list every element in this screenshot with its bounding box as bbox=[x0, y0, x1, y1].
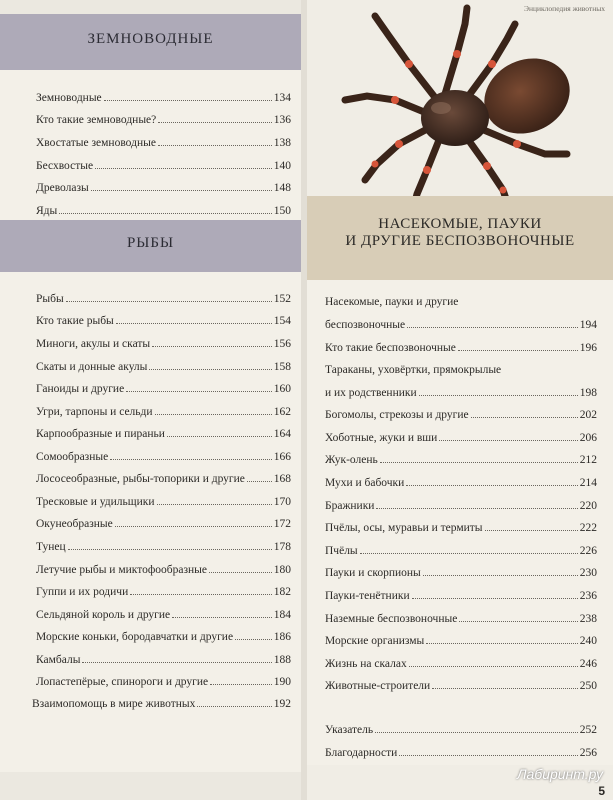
toc-entry[interactable]: Пауки-тенётники 236 bbox=[325, 590, 597, 602]
toc-entry[interactable]: Благодарности 256 bbox=[325, 747, 597, 759]
toc-entry[interactable]: Наземные беспозвоночные 238 bbox=[325, 613, 597, 625]
toc-entry[interactable]: Животные-строители 250 bbox=[325, 680, 597, 692]
toc-entry[interactable]: Бесхвостые 140 bbox=[36, 160, 291, 172]
toc-entry[interactable]: Кто такие рыбы 154 bbox=[36, 315, 291, 327]
toc-entry[interactable]: Скаты и донные акулы 158 bbox=[36, 361, 291, 373]
invertebrates-list bbox=[307, 280, 613, 765]
toc-entry[interactable]: Камбалы 188 bbox=[36, 654, 291, 666]
toc-entry[interactable]: Пауки и скорпионы 230 bbox=[325, 567, 597, 579]
toc-entry[interactable]: Жук-олень 212 bbox=[325, 454, 597, 466]
toc-entry[interactable]: Угри, тарпоны и сельди 162 bbox=[36, 406, 291, 418]
toc-entry[interactable]: и их родственники 198 bbox=[325, 387, 597, 399]
toc-entry[interactable]: Кто такие земноводные? 136 bbox=[36, 114, 291, 126]
toc-entry[interactable]: Кто такие беспозвоночные 196 bbox=[325, 342, 597, 354]
running-header: Энциклопедия животных bbox=[524, 4, 605, 13]
toc-entry-line[interactable]: Насекомые, пауки и другие bbox=[325, 296, 459, 308]
toc-entry[interactable]: Яды 150 bbox=[36, 205, 291, 217]
toc-entry[interactable]: Морские коньки, бородавчатки и другие 186 bbox=[36, 631, 291, 643]
toc-entry[interactable]: Бражники 220 bbox=[325, 500, 597, 512]
toc-entry[interactable]: Земноводные 134 bbox=[36, 92, 291, 104]
section-banner-invertebrates bbox=[307, 196, 613, 280]
toc-entry[interactable]: Летучие рыбы и миктофообразные 180 bbox=[36, 564, 291, 576]
toc-entry[interactable]: Ганоиды и другие 160 bbox=[36, 383, 291, 395]
toc-entry[interactable]: Сомообразные 166 bbox=[36, 451, 291, 463]
section-title-line1: НАСЕКОМЫЕ, ПАУКИ bbox=[378, 216, 542, 232]
toc-entry[interactable]: беспозвоночные 194 bbox=[325, 319, 597, 331]
tarantula-illustration bbox=[317, 4, 607, 224]
toc-entry[interactable]: Рыбы 152 bbox=[36, 293, 291, 305]
toc-entry[interactable]: Сельдяной король и другие 184 bbox=[36, 609, 291, 621]
toc-entry[interactable]: Указатель 252 bbox=[325, 724, 597, 736]
toc-entry[interactable]: Миноги, акулы и скаты 156 bbox=[36, 338, 291, 350]
toc-entry[interactable]: Лопастепёрые, спинороги и другие 190 bbox=[36, 676, 291, 688]
section-title-fish: РЫБЫ bbox=[126, 235, 175, 251]
section-band-fish bbox=[0, 220, 301, 272]
watermark-logo: Лабиринт.ру bbox=[516, 766, 603, 782]
toc-entry[interactable]: Тресковые и удильщики 170 bbox=[36, 496, 291, 508]
toc-entry[interactable]: Окунеобразные 172 bbox=[36, 518, 291, 530]
toc-entry[interactable]: Богомолы, стрекозы и другие 202 bbox=[325, 409, 597, 421]
toc-entry[interactable]: Жизнь на скалах 246 bbox=[325, 658, 597, 670]
toc-entry-line[interactable]: Тараканы, уховёртки, прямокрылые bbox=[325, 364, 502, 376]
toc-entry[interactable]: Лососеобразные, рыбы-топорики и другие 168 bbox=[36, 473, 291, 485]
toc-entry[interactable]: Гуппи и их родичи 182 bbox=[36, 586, 291, 598]
toc-entry[interactable]: Морские организмы 240 bbox=[325, 635, 597, 647]
right-column bbox=[307, 0, 613, 800]
toc-entry[interactable]: Тунец 178 bbox=[36, 541, 291, 553]
toc-entry[interactable]: Хвостатые земноводные 138 bbox=[36, 137, 291, 149]
section-title-amphibians: ЗЕМНОВОДНЫЕ bbox=[87, 31, 214, 47]
toc-entry[interactable]: Хоботные, жуки и вши 206 bbox=[325, 432, 597, 444]
fish-list bbox=[0, 272, 301, 772]
left-column bbox=[0, 0, 301, 800]
toc-entry[interactable]: Древолазы 148 bbox=[36, 182, 291, 194]
section-title-line2: И ДРУГИЕ БЕСПОЗВОНОЧНЫЕ bbox=[345, 233, 575, 249]
toc-entry[interactable]: Карпообразные и пираньи 164 bbox=[36, 428, 291, 440]
toc-entry[interactable]: Мухи и бабочки 214 bbox=[325, 477, 597, 489]
page-number: 5 bbox=[598, 784, 605, 798]
amphibians-list bbox=[0, 70, 301, 220]
toc-entry[interactable]: Взаимопомощь в мире животных 192 bbox=[32, 698, 291, 710]
toc-entry[interactable]: Пчёлы 226 bbox=[325, 545, 597, 557]
toc-entry[interactable]: Пчёлы, осы, муравьи и термиты 222 bbox=[325, 522, 597, 534]
section-band-amphibians bbox=[0, 14, 301, 70]
